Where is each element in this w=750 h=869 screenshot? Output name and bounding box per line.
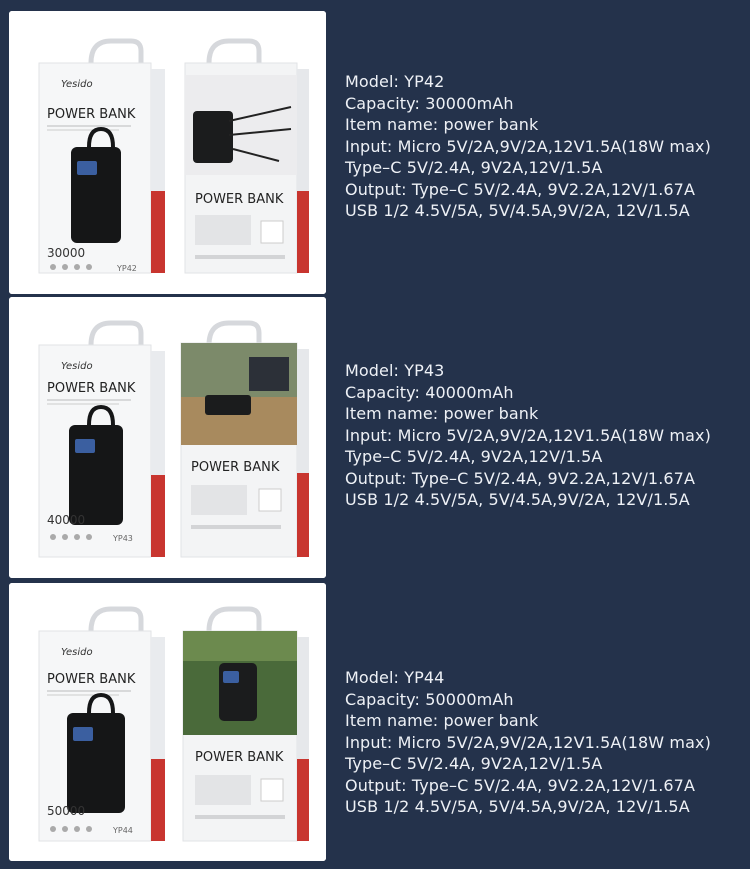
box-title: POWER BANK (47, 672, 136, 687)
box-title: POWER BANK (47, 381, 136, 396)
specs-yp43 (345, 360, 745, 511)
box-badge: YP42 (117, 264, 137, 273)
box-back-title: POWER BANK (195, 192, 284, 207)
spec-model: Model: YP42 (345, 72, 445, 91)
spec-item-name: Item name: power bank (345, 115, 539, 134)
spec-usb: USB 1/2 4.5V/5A, 5V/4.5A,9V/2A, 12V/1.5A (345, 201, 690, 220)
spec-output-typec: Output: Type–C 5V/2.4A, 9V2.2A,12V/1.67A (345, 468, 696, 488)
specs-yp42 (345, 71, 745, 222)
box-brand: Yesido (61, 79, 93, 90)
spec-input-typec: Type–C 5V/2.4A, 9V2A,12V/1.5A (345, 447, 603, 466)
box-back-title: POWER BANK (195, 750, 284, 765)
box-capacity: 40000 (47, 513, 86, 527)
spec-input-micro: Input: Micro 5V/2A,9V/2A,12V1.5A(18W max) (345, 425, 711, 445)
spec-output-typec: Output: Type–C 5V/2.4A, 9V2.2A,12V/1.67A (345, 179, 696, 199)
spec-model: Model: YP44 (345, 668, 445, 687)
box-badge: YP44 (113, 826, 133, 835)
box-title: POWER BANK (47, 107, 136, 122)
box-capacity: 30000 (47, 246, 86, 260)
spec-model: Model: YP43 (345, 361, 445, 380)
product-photo-yp44 (9, 583, 326, 861)
spec-capacity: Capacity: 50000mAh (345, 689, 514, 709)
box-brand: Yesido (61, 361, 93, 372)
box-brand: Yesido (61, 647, 93, 658)
spec-usb: USB 1/2 4.5V/5A, 5V/4.5A,9V/2A, 12V/1.5A (345, 797, 690, 816)
product-card-yp42 (9, 11, 326, 294)
spec-output-typec: Output: Type–C 5V/2.4A, 9V2.2A,12V/1.67A (345, 775, 696, 795)
box-back-title: POWER BANK (191, 460, 280, 475)
product-photo-yp42 (9, 11, 326, 294)
box-badge: YP43 (113, 534, 133, 543)
specs-yp44 (345, 667, 745, 818)
product-card-yp44 (9, 583, 326, 861)
spec-item-name: Item name: power bank (345, 404, 539, 423)
spec-input-typec: Type–C 5V/2.4A, 9V2A,12V/1.5A (345, 754, 603, 773)
spec-input-typec: Type–C 5V/2.4A, 9V2A,12V/1.5A (345, 158, 603, 177)
spec-capacity: Capacity: 40000mAh (345, 382, 514, 402)
spec-input-micro: Input: Micro 5V/2A,9V/2A,12V1.5A(18W max) (345, 732, 711, 752)
spec-input-micro: Input: Micro 5V/2A,9V/2A,12V1.5A(18W max) (345, 136, 711, 156)
spec-usb: USB 1/2 4.5V/5A, 5V/4.5A,9V/2A, 12V/1.5A (345, 490, 690, 509)
product-card-yp43 (9, 297, 326, 578)
spec-capacity: Capacity: 30000mAh (345, 93, 514, 113)
box-capacity: 50000 (47, 804, 86, 818)
product-photo-yp43 (9, 297, 326, 578)
spec-item-name: Item name: power bank (345, 711, 539, 730)
